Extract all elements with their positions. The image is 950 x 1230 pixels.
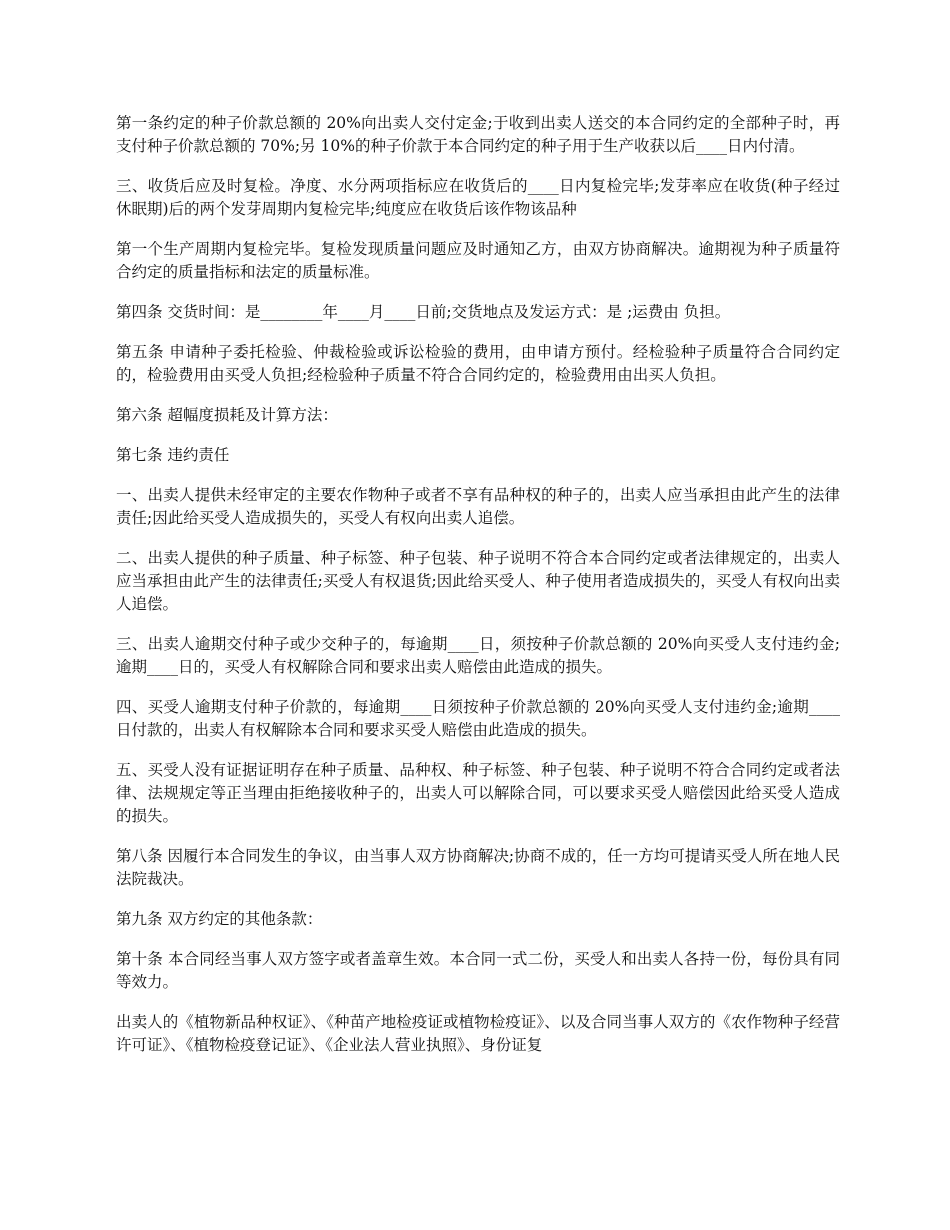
paragraph-liability-4: 四、买受人逾期支付种子价款的，每逾期____日须按种子价款总额的 20%向买受人支付违约金;逾期____日付款的，出卖人有权解除本合同和要求买受人赔偿由此造成的损失。 (116, 698, 840, 739)
paragraph-liability-2: 二、出卖人提供的种子质量、种子标签、种子包装、种子说明不符合本合同约定或者法律规定的，出卖人应当承担由此产生的法律责任;买受人有权退货;因此给买受人、种子使用者造成损失的，买受人有权向出卖人追偿。 (116, 549, 840, 613)
paragraph-article-7-heading: 第七条 违约责任 (116, 446, 230, 464)
paragraph-payment-terms: 第一条约定的种子价款总额的 20%向出卖人交付定金;于收到出卖人送交的本合同约定的全部种子时，再支付种子价款总额的 70%;另 10%的种子价款于本合同约定的种子用于生产收获以后____日内付清。 (116, 114, 840, 155)
document-body (116, 112, 840, 1074)
paragraph-attachments: 出卖人的《植物新品种权证》、《种苗产地检疫证或植物检疫证》、以及合同当事人双方的《农作物种子经营许可证》、《植物检疫登记证》、《企业法人营业执照》、身份证复 (116, 1013, 840, 1054)
paragraph-article-5-inspection-fees: 第五条 申请种子委托检验、仲裁检验或诉讼检验的费用，由申请方预付。经检验种子质量符合合同约定的，检验费用由买受人负担;经检验种子质量不符合合同约定的，检验费用由出买人负担。 (116, 343, 840, 384)
paragraph-article-8-disputes: 第八条 因履行本合同发生的争议，由当事人双方协商解决;协商不成的，任一方均可提请买受人所在地人民法院裁决。 (116, 847, 840, 888)
paragraph-reinspection-continued: 第一个生产周期内复检完毕。复检发现质量问题应及时通知乙方，由双方协商解决。逾期视为种子质量符合约定的质量指标和法定的质量标准。 (116, 240, 840, 281)
paragraph-reinspection: 三、收货后应及时复检。净度、水分两项指标应在收货后的____日内复检完毕;发芽率应在收货(种子经过休眠期)后的两个发芽周期内复检完毕;纯度应在收货后该作物该品种 (116, 177, 840, 218)
paragraph-article-6-losses: 第六条 超幅度损耗及计算方法： (116, 406, 338, 424)
paragraph-article-4-delivery: 第四条 交货时间：是________年____月____日前;交货地点及发运方式：是 ;运费由 负担。 (116, 303, 731, 321)
paragraph-liability-1: 一、出卖人提供未经审定的主要农作物种子或者不享有品种权的种子的，出卖人应当承担由此产生的法律责任;因此给买受人造成损失的，买受人有权向出卖人追偿。 (116, 486, 840, 527)
paragraph-article-10-effectiveness: 第十条 本合同经当事人双方签字或者盖章生效。本合同一式二份，买受人和出卖人各持一份，每份具有同等效力。 (116, 950, 840, 991)
paragraph-article-9-other-terms: 第九条 双方约定的其他条款： (116, 910, 323, 928)
paragraph-liability-3: 三、出卖人逾期交付种子或少交种子的，每逾期____日，须按种子价款总额的 20%向买受人支付违约金;逾期____日的，买受人有权解除合同和要求出卖人赔偿由此造成的损失。 (116, 635, 840, 676)
paragraph-liability-5: 五、买受人没有证据证明存在种子质量、品种权、种子标签、种子包装、种子说明不符合合同约定或者法律、法规规定等正当理由拒绝接收种子的，出卖人可以解除合同，可以要求买受人赔偿因此给买受人造成的损失。 (116, 761, 840, 825)
